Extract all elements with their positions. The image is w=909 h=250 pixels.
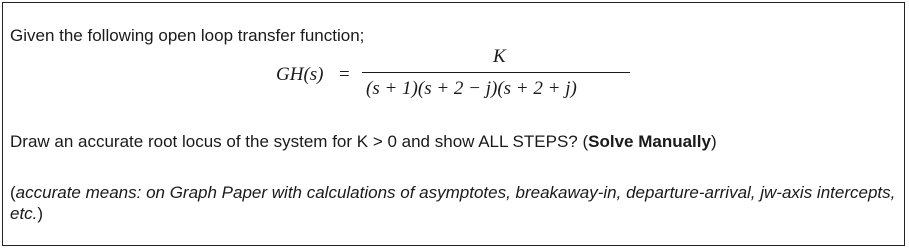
- note-open: (: [10, 183, 16, 202]
- note-body: accurate means: on Graph Paper with calculations of asymptotes, breakaway-in, departure-arrival, jw-axis intercepts, etc.: [10, 183, 896, 223]
- fraction-numerator: K: [493, 46, 506, 67]
- question-emphasis: Solve Manually: [588, 132, 711, 151]
- fraction-denominator: (s + 1)(s + 2 − j)(s + 2 + j): [366, 78, 577, 99]
- transfer-function-equation: [276, 46, 646, 108]
- fraction-bar: [362, 72, 630, 73]
- question-close: ): [710, 132, 717, 151]
- question-text: [10, 132, 717, 152]
- note-text: [10, 182, 900, 224]
- equals-sign: =: [339, 64, 350, 85]
- question-main: Draw an accurate root locus of the system for K > 0 and show ALL STEPS? (: [10, 132, 589, 151]
- equation-lhs: GH(s): [276, 64, 324, 85]
- note-close: ): [37, 204, 44, 223]
- intro-text: Given the following open loop transfer function;: [10, 26, 365, 45]
